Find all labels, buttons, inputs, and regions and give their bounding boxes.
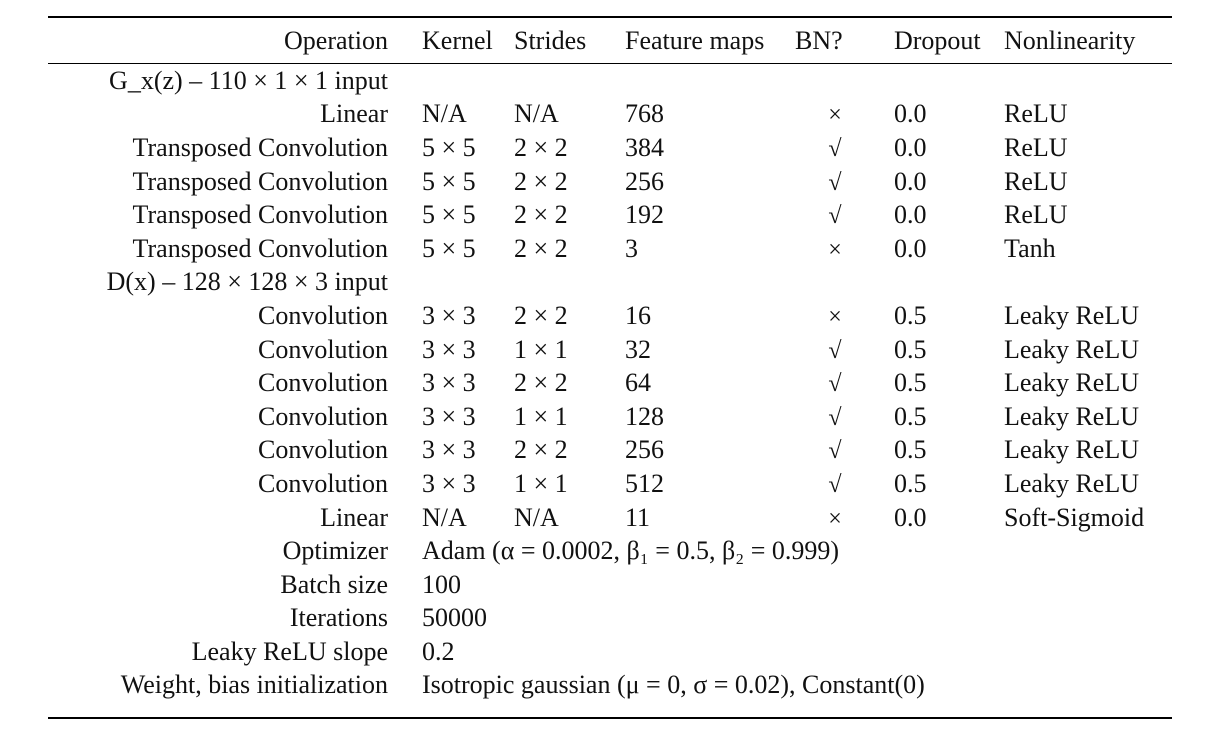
feature-maps-cell: 192 — [625, 200, 664, 230]
table-body — [48, 64, 1172, 702]
cross-icon: × — [828, 102, 842, 129]
strides-cell: 2 × 2 — [514, 132, 568, 162]
check-icon: √ — [828, 471, 842, 498]
bn-cell — [795, 299, 875, 333]
header-strides: Strides — [514, 26, 587, 55]
hyperparam-label: Weight, bias initialization — [120, 670, 388, 700]
strides-cell: 1 × 1 — [514, 468, 568, 498]
empty-cell — [875, 266, 1004, 300]
operation-cell: Transposed Convolution — [132, 166, 388, 196]
nonlinearity-cell: Leaky ReLU — [1004, 300, 1140, 330]
nonlinearity-cell: Leaky ReLU — [1004, 468, 1140, 498]
empty-cell — [514, 266, 609, 300]
bottom-rule — [48, 717, 1172, 719]
feature-maps-cell: 128 — [625, 401, 664, 431]
kernel-cell: 3 × 3 — [422, 368, 476, 398]
header-operation: Operation — [284, 26, 388, 55]
nonlinearity-cell: Leaky ReLU — [1004, 401, 1140, 431]
feature-maps-cell: 32 — [625, 334, 651, 364]
strides-cell: 2 × 2 — [514, 435, 568, 465]
hyperparam-value: Adam (α = 0.0002, β₁ = 0.5, β₂ = 0.999) — [422, 536, 840, 566]
operation-cell: Transposed Convolution — [132, 132, 388, 162]
table-row — [48, 232, 1172, 266]
dropout-cell: 0.0 — [894, 502, 927, 532]
strides-cell: 2 × 2 — [514, 368, 568, 398]
bn-cell — [795, 366, 875, 400]
strides-cell: 2 × 2 — [514, 200, 568, 230]
dropout-cell: 0.0 — [894, 233, 927, 263]
hyperparam-row — [48, 568, 1172, 602]
nonlinearity-cell: Soft-Sigmoid — [1004, 502, 1145, 532]
dropout-cell: 0.5 — [894, 468, 927, 498]
check-icon: √ — [828, 135, 842, 162]
nonlinearity-cell: Leaky ReLU — [1004, 334, 1140, 364]
feature-maps-cell: 256 — [625, 435, 664, 465]
bn-cell — [795, 232, 875, 266]
check-icon: √ — [828, 371, 842, 398]
check-icon: √ — [828, 438, 842, 465]
empty-cell — [795, 64, 875, 98]
hyperparam-label: Iterations — [289, 603, 388, 633]
table-row — [48, 366, 1172, 400]
nonlinearity-cell: Leaky ReLU — [1004, 435, 1140, 465]
nonlinearity-cell: ReLU — [1004, 166, 1068, 196]
header-row — [48, 18, 1172, 64]
strides-cell: 2 × 2 — [514, 166, 568, 196]
empty-cell — [514, 64, 609, 98]
hyperparam-row — [48, 669, 1172, 703]
hyperparam-value: 50000 — [422, 603, 487, 633]
hyperparam-row — [48, 602, 1172, 636]
kernel-cell: 5 × 5 — [422, 132, 476, 162]
cross-icon: × — [828, 303, 842, 330]
empty-cell — [609, 64, 795, 98]
empty-cell — [406, 266, 514, 300]
empty-cell — [1004, 64, 1172, 98]
hyperparam-value: 0.2 — [422, 636, 455, 666]
kernel-cell: N/A — [422, 502, 467, 532]
dropout-cell: 0.5 — [894, 401, 927, 431]
section-title: D(x) – 128 × 128 × 3 input — [106, 267, 388, 297]
nonlinearity-cell: ReLU — [1004, 200, 1068, 230]
bn-cell — [795, 333, 875, 367]
operation-cell: Convolution — [257, 334, 388, 364]
kernel-cell: 5 × 5 — [422, 166, 476, 196]
hyperparam-value: Isotropic gaussian (μ = 0, σ = 0.02), Constant(0) — [422, 670, 925, 700]
operation-cell: Convolution — [257, 435, 388, 465]
strides-cell: 1 × 1 — [514, 334, 568, 364]
empty-cell — [406, 64, 514, 98]
bn-cell — [795, 165, 875, 199]
hyperparam-value: 100 — [422, 569, 461, 599]
feature-maps-cell: 384 — [625, 132, 664, 162]
cross-icon: × — [828, 236, 842, 263]
table-row — [48, 333, 1172, 367]
header-dropout: Dropout — [894, 26, 981, 55]
operation-cell: Convolution — [257, 368, 388, 398]
kernel-cell: 3 × 3 — [422, 401, 476, 431]
operation-cell: Linear — [320, 99, 388, 129]
feature-maps-cell: 256 — [625, 166, 664, 196]
check-icon: √ — [828, 337, 842, 364]
section-title: G_x(z) – 110 × 1 × 1 input — [109, 65, 388, 95]
dropout-cell: 0.5 — [894, 435, 927, 465]
hyperparam-label: Batch size — [280, 569, 388, 599]
kernel-cell: 3 × 3 — [422, 435, 476, 465]
hyperparam-label: Optimizer — [282, 536, 388, 566]
hyperparam-row — [48, 534, 1172, 568]
table-row — [48, 434, 1172, 468]
section-header-row — [48, 64, 1172, 98]
header-kernel: Kernel — [422, 26, 493, 55]
table-row — [48, 467, 1172, 501]
kernel-cell: 5 × 5 — [422, 233, 476, 263]
operation-cell: Convolution — [257, 300, 388, 330]
kernel-cell: 3 × 3 — [422, 334, 476, 364]
kernel-cell: 3 × 3 — [422, 300, 476, 330]
kernel-cell: 3 × 3 — [422, 468, 476, 498]
bn-cell — [795, 400, 875, 434]
feature-maps-cell: 3 — [625, 233, 638, 263]
dropout-cell: 0.5 — [894, 334, 927, 364]
feature-maps-cell: 11 — [625, 502, 651, 532]
nonlinearity-cell: Tanh — [1004, 233, 1056, 263]
feature-maps-cell: 16 — [625, 300, 651, 330]
check-icon: √ — [828, 169, 842, 196]
nonlinearity-cell: ReLU — [1004, 99, 1068, 129]
nonlinearity-cell: ReLU — [1004, 132, 1068, 162]
cross-icon: × — [828, 505, 842, 532]
hyperparam-label: Leaky ReLU slope — [191, 636, 388, 666]
operation-cell: Transposed Convolution — [132, 200, 388, 230]
dropout-cell: 0.0 — [894, 99, 927, 129]
header-nonlinearity: Nonlinearity — [1004, 26, 1136, 55]
bn-cell — [795, 198, 875, 232]
feature-maps-cell: 768 — [625, 99, 664, 129]
operation-cell: Convolution — [257, 401, 388, 431]
bn-cell — [795, 131, 875, 165]
operation-cell: Linear — [320, 502, 388, 532]
dropout-cell: 0.5 — [894, 300, 927, 330]
bn-cell — [795, 501, 875, 535]
architecture-table — [48, 18, 1172, 702]
table-row — [48, 165, 1172, 199]
operation-cell: Transposed Convolution — [132, 233, 388, 263]
dropout-cell: 0.0 — [894, 200, 927, 230]
bn-cell — [795, 434, 875, 468]
table-row — [48, 501, 1172, 535]
empty-cell — [609, 266, 795, 300]
dropout-cell: 0.0 — [894, 132, 927, 162]
bn-cell — [795, 98, 875, 132]
check-icon: √ — [828, 404, 842, 431]
table-row — [48, 131, 1172, 165]
check-icon: √ — [828, 203, 842, 230]
feature-maps-cell: 512 — [625, 468, 664, 498]
table-row — [48, 400, 1172, 434]
empty-cell — [1004, 266, 1172, 300]
empty-cell — [875, 64, 1004, 98]
table-row — [48, 98, 1172, 132]
dropout-cell: 0.5 — [894, 368, 927, 398]
kernel-cell: 5 × 5 — [422, 200, 476, 230]
strides-cell: 2 × 2 — [514, 300, 568, 330]
dropout-cell: 0.0 — [894, 166, 927, 196]
section-header-row — [48, 266, 1172, 300]
strides-cell: N/A — [514, 502, 559, 532]
table-row — [48, 299, 1172, 333]
strides-cell: 2 × 2 — [514, 233, 568, 263]
header-bn: BN? — [795, 26, 843, 55]
nonlinearity-cell: Leaky ReLU — [1004, 368, 1140, 398]
strides-cell: N/A — [514, 99, 559, 129]
empty-cell — [795, 266, 875, 300]
feature-maps-cell: 64 — [625, 368, 651, 398]
header-feature-maps: Feature maps — [625, 26, 765, 55]
table-row — [48, 198, 1172, 232]
hyperparam-row — [48, 635, 1172, 669]
bn-cell — [795, 467, 875, 501]
operation-cell: Convolution — [257, 468, 388, 498]
strides-cell: 1 × 1 — [514, 401, 568, 431]
kernel-cell: N/A — [422, 99, 467, 129]
